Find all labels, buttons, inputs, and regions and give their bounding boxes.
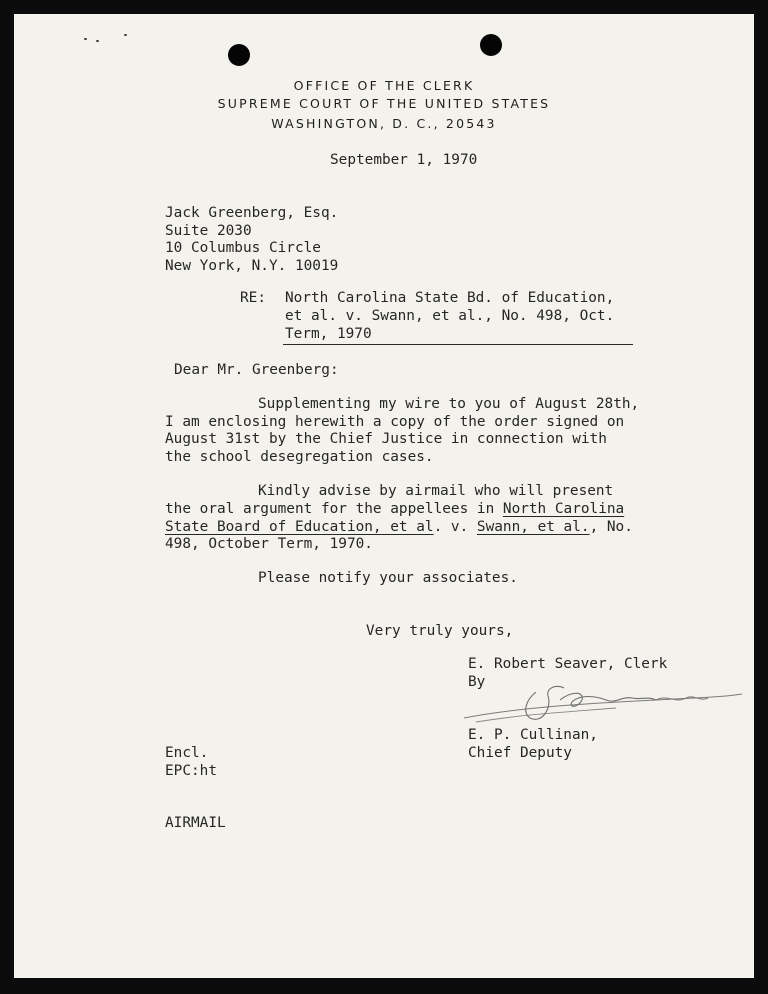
letterhead-court: SUPREME COURT OF THE UNITED STATES <box>217 96 551 111</box>
speck-mark <box>124 34 127 36</box>
para1-line-1: Supplementing my wire to you of August 28th, <box>258 396 640 412</box>
para2-line-1: Kindly advise by airmail who will present <box>258 483 614 499</box>
recipient-name: Jack Greenberg, Esq. <box>165 205 339 221</box>
signature-scrawl <box>456 678 746 728</box>
re-underline <box>283 344 633 345</box>
recipient-city: New York, N.Y. 10019 <box>165 258 339 274</box>
re-label: RE: <box>240 290 266 306</box>
para1-line-2: I am enclosing herewith a copy of the order signed on <box>165 414 625 430</box>
enclosure-note: Encl. <box>165 745 209 761</box>
speck-mark <box>84 38 87 40</box>
re-line-1: North Carolina State Bd. of Education, <box>285 290 615 306</box>
para2-line-2 <box>165 501 624 517</box>
para2-number: , No. <box>589 519 633 535</box>
para1-line-4: the school desegregation cases. <box>165 449 434 465</box>
letterhead-office: OFFICE OF THE CLERK <box>293 78 475 93</box>
case-name-part-2: State Board of Education, et al <box>165 519 434 535</box>
para2-versus: . v. <box>433 519 477 535</box>
case-name-party: Swann, et al. <box>476 519 590 535</box>
signer-by: By <box>468 674 486 690</box>
letterhead-address: WASHINGTON, D. C., 20543 <box>271 116 497 131</box>
letter-date: September 1, 1970 <box>330 152 478 168</box>
para2-line-2-text: the oral argument for the appellees in <box>165 501 503 517</box>
punch-hole-left <box>228 44 250 66</box>
para2-line-4: 498, October Term, 1970. <box>165 536 373 552</box>
salutation: Dear Mr. Greenberg: <box>174 362 339 378</box>
closing: Very truly yours, <box>366 623 514 639</box>
speck-mark <box>96 40 99 42</box>
punch-hole-right <box>480 34 502 56</box>
para1-line-3: August 31st by the Chief Justice in connection with <box>165 431 607 447</box>
recipient-street: 10 Columbus Circle <box>165 240 321 256</box>
case-name-part-1: North Carolina <box>502 501 625 517</box>
recipient-suite: Suite 2030 <box>165 223 252 239</box>
para2-line-3 <box>165 519 633 535</box>
para3: Please notify your associates. <box>258 570 518 586</box>
signer-name: E. P. Cullinan, <box>468 727 598 743</box>
signer-position: Chief Deputy <box>468 745 572 761</box>
signer-title: E. Robert Seaver, Clerk <box>468 656 668 672</box>
re-line-2: et al. v. Swann, et al., No. 498, Oct. <box>285 308 615 324</box>
delivery-method: AIRMAIL <box>165 815 226 831</box>
reference-initials: EPC:ht <box>165 763 217 779</box>
re-line-3: Term, 1970 <box>285 326 372 342</box>
letter-page <box>14 14 754 978</box>
